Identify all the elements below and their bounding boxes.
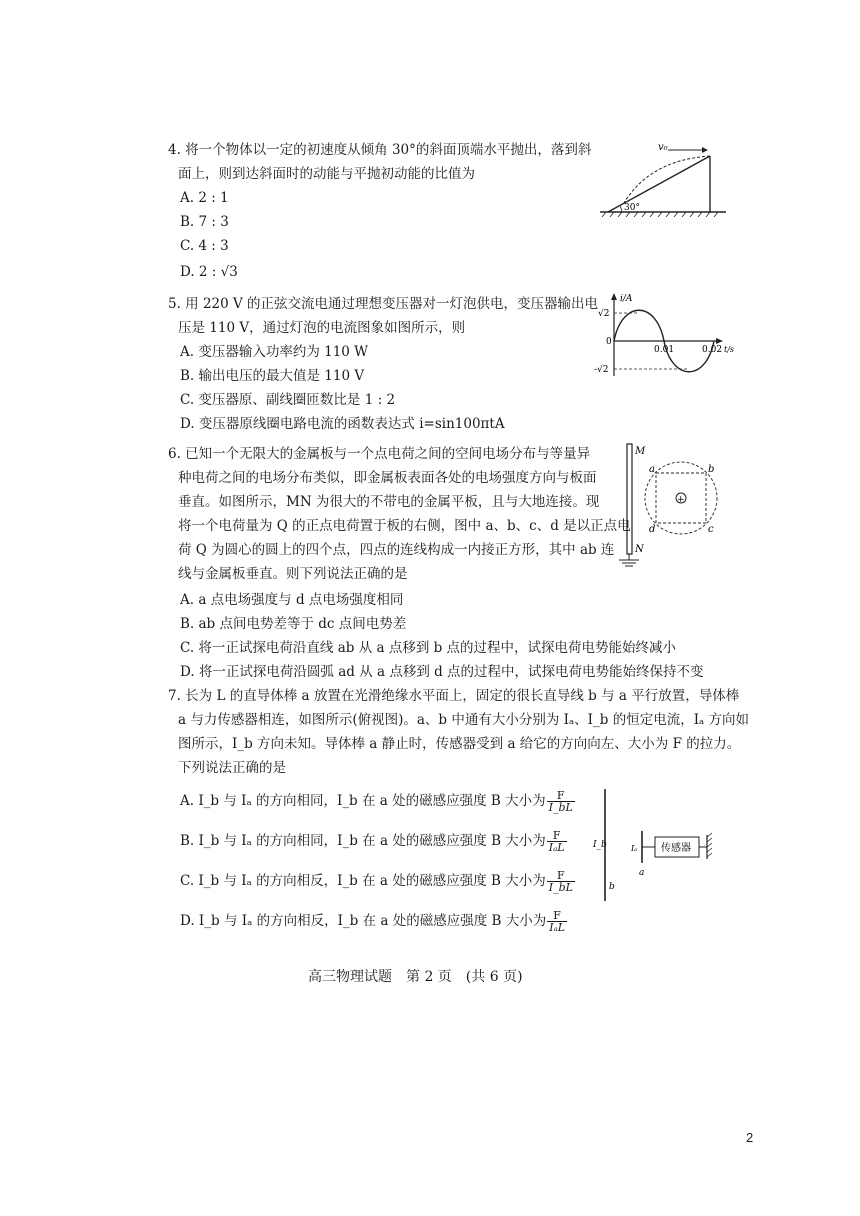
q5-option-d: D. 变压器原线圈电路电流的函数表达式 i=sin100πtA <box>180 416 505 432</box>
q4-option-b: B. 7 : 3 <box>180 214 229 230</box>
q6-label-n: N <box>635 544 644 555</box>
q5-x2-label: 0.02 <box>702 345 723 355</box>
q7-option-c-text: C. I_b 与 Iₐ 的方向相反，I_b 在 a 处的磁感应强度 B 大小为 <box>180 873 546 889</box>
q6-point-d-label: d <box>649 524 656 535</box>
page-number: 2 <box>746 1130 754 1145</box>
q6-point-b-label: b <box>708 464 715 475</box>
q7-option-b-den: IₐL <box>548 841 565 854</box>
q7-option-c-fraction <box>547 870 575 893</box>
q4-stem-line-1: 4. 将一个物体以一定的初速度从倾角 30°的斜面顶端水平抛出，落到斜 <box>168 142 592 158</box>
q7-wire-sensor-figure <box>585 785 720 905</box>
q7-option-b-fraction <box>547 830 567 853</box>
q6-option-c: C. 将一正试探电荷沿直线 ab 从 a 点移到 b 点的过程中，试探电荷电势能始终减小 <box>180 640 677 656</box>
q7-stem-line-4: 下列说法正确的是 <box>178 760 286 776</box>
q6-stem-line-6: 线与金属板垂直。则下列说法正确的是 <box>178 566 408 582</box>
q6-charge-label: + <box>677 495 685 505</box>
q6-stem-line-3: 垂直。如图所示，MN 为很大的不带电的金属平板，且与大地连接。现 <box>178 494 600 510</box>
q5-option-b: B. 输出电压的最大值是 110 V <box>180 368 365 384</box>
q7-stem-line-3: 图所示，I_b 方向未知。导体棒 a 静止时，传感器受到 a 给它的方向向左、大小为 F 的拉力。 <box>178 736 741 752</box>
q7-option-d-den: IₐL <box>549 921 565 934</box>
q6-stem-line-4: 将一个电荷量为 Q 的正点电荷置于板的右侧，图中 a、b、c、d 是以正点电 <box>178 518 631 534</box>
q7-option-c-den: I_bL <box>548 881 573 894</box>
q7-option-d-text: D. I_b 与 Iₐ 的方向相反，I_b 在 a 处的磁感应强度 B 大小为 <box>180 913 547 929</box>
q6-stem-line-1: 6. 已知一个无限大的金属板与一个点电荷之间的空间电场分布与等量异 <box>168 446 591 462</box>
q6-stem-line-2: 种电荷之间的电场分布类似，即金属板表面各处的电场强度方向与板面 <box>178 470 597 486</box>
q6-option-b: B. ab 点间电势差等于 dc 点间电势差 <box>180 616 407 632</box>
q6-option-a: A. a 点电场强度与 d 点电场强度相同 <box>180 592 404 608</box>
q7-ib-label: I_b <box>593 840 607 850</box>
q4-incline-figure <box>588 140 738 222</box>
q7-wire-b-label: b <box>609 882 615 892</box>
q5-stem-line-1: 5. 用 220 V 的正弦交流电通过理想变压器对一灯泡供电，变压器输出电 <box>168 296 599 312</box>
q5-origin-label: 0 <box>606 337 612 347</box>
q7-sensor-label: 传感器 <box>661 843 691 854</box>
q7-ia-label: Iₐ <box>631 844 638 853</box>
q5-x-axis-label: t/s <box>724 345 735 354</box>
q5-current-graph <box>592 290 742 380</box>
q7-stem-line-2: a 与力传感器相连，如图所示(俯视图)。a、b 中通有大小分别为 Iₐ、I_b 的恒定电流，Iₐ 方向如 <box>178 712 750 728</box>
q4-v0-label: v₀ <box>658 142 668 153</box>
q7-option-b-num: F <box>547 830 567 842</box>
q7-option-a <box>180 790 575 813</box>
q6-stem-line-5: 荷 Q 为圆心的圆上的四个点，四点的连线构成一内接正方形，其中 ab 连 <box>178 542 615 558</box>
q4-stem-line-2: 面上，则到达斜面时的动能与平抛初动能的比值为 <box>178 166 475 182</box>
q7-option-d <box>180 910 567 933</box>
q4-option-a: A. 2 : 1 <box>180 190 229 206</box>
q4-angle-label: 30° <box>624 203 640 213</box>
q4-option-c: C. 4 : 3 <box>180 238 229 254</box>
q5-option-a: A. 变压器输入功率约为 110 W <box>180 344 369 360</box>
q6-label-m: M <box>635 446 646 457</box>
q6-option-d: D. 将一正试探电荷沿圆弧 ad 从 a 点移到 d 点的过程中，试探电荷电势能始终保持不变 <box>180 664 704 680</box>
q7-option-d-fraction <box>547 910 567 933</box>
q7-option-a-text: A. I_b 与 Iₐ 的方向相同，I_b 在 a 处的磁感应强度 B 大小为 <box>180 793 546 809</box>
q4-option-d: D. 2 : √3 <box>180 264 238 280</box>
q7-option-a-num: F <box>547 790 575 802</box>
q5-stem-line-2: 压是 110 V，通过灯泡的电流图象如图所示，则 <box>178 320 466 336</box>
q7-option-a-fraction <box>547 790 575 813</box>
q5-option-c: C. 变压器原、副线圈匝数比是 1 : 2 <box>180 392 396 408</box>
q7-option-c <box>180 870 575 893</box>
q7-rod-a-label: a <box>639 868 645 878</box>
page-footer: 高三物理试题 第 2 页 (共 6 页) <box>308 969 523 985</box>
q7-option-c-num: F <box>547 870 575 882</box>
q7-option-a-den: I_bL <box>548 801 573 814</box>
q5-ymin-label: -√2 <box>594 365 609 375</box>
q5-x1-label: 0.01 <box>654 345 675 355</box>
q6-point-c-label: c <box>708 524 714 535</box>
q7-stem-line-1: 7. 长为 L 的直导体棒 a 放置在光滑绝缘水平面上，固定的很长直导线 b 与 a 平行放置，导体棒 <box>168 688 740 704</box>
q6-point-a-label: a <box>649 464 655 475</box>
q7-option-d-num: F <box>547 910 567 922</box>
q5-y-axis-label: i/A <box>620 294 633 304</box>
q6-metal-plate-figure <box>605 438 737 568</box>
q7-option-b-text: B. I_b 与 Iₐ 的方向相同，I_b 在 a 处的磁感应强度 B 大小为 <box>180 833 546 849</box>
q5-ymax-label: √2 <box>598 309 610 319</box>
q7-option-b <box>180 830 567 853</box>
